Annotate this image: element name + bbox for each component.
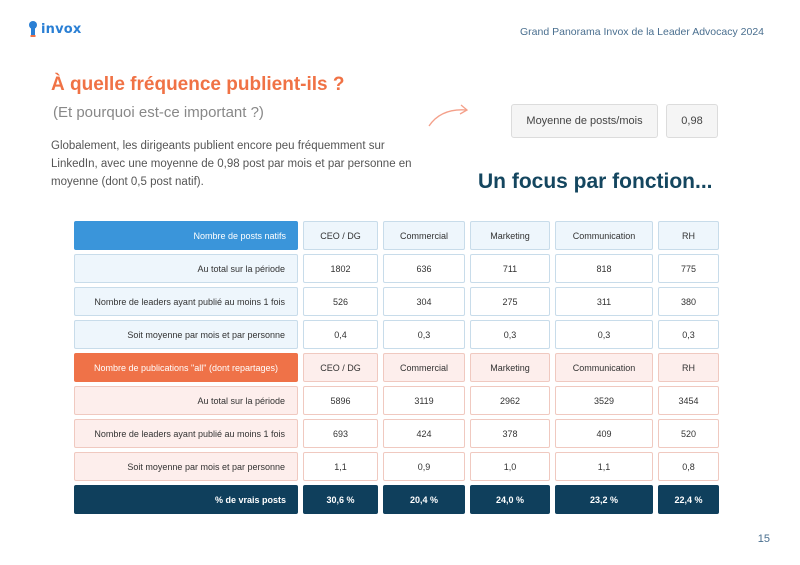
table-cell: 3529 (555, 386, 653, 415)
column-header: Commercial (383, 221, 465, 250)
table-cell: 1,1 (303, 452, 378, 481)
table-cell: 526 (303, 287, 378, 316)
column-header: CEO / DG (303, 353, 378, 382)
table-cell: 636 (383, 254, 465, 283)
table-cell: 775 (658, 254, 719, 283)
column-header: Communication (555, 353, 653, 382)
true-posts-label: % de vrais posts (74, 485, 298, 514)
table-cell: 1802 (303, 254, 378, 283)
curved-arrow-icon (427, 100, 471, 130)
column-header: Marketing (470, 221, 550, 250)
column-header: Marketing (470, 353, 550, 382)
table-cell: 693 (303, 419, 378, 448)
column-header: Commercial (383, 353, 465, 382)
table-cell: 818 (555, 254, 653, 283)
true-posts-cell: 23,2 % (555, 485, 653, 514)
row-label: Au total sur la période (74, 254, 298, 283)
true-posts-cell: 24,0 % (470, 485, 550, 514)
table-cell: 3454 (658, 386, 719, 415)
true-posts-cell: 22,4 % (658, 485, 719, 514)
table-cell: 2962 (470, 386, 550, 415)
column-header: CEO / DG (303, 221, 378, 250)
table-cell: 275 (470, 287, 550, 316)
row-label: Au total sur la période (74, 386, 298, 415)
table-cell: 0,8 (658, 452, 719, 481)
table-cell: 1,1 (555, 452, 653, 481)
row-label: Soit moyenne par mois et par personne (74, 452, 298, 481)
row-label: Nombre de leaders ayant publié au moins 1 fois (74, 419, 298, 448)
table-cell: 5896 (303, 386, 378, 415)
column-header: Communication (555, 221, 653, 250)
all-publications-header: Nombre de publications "all" (dont repartages) (74, 353, 298, 382)
table-cell: 0,3 (470, 320, 550, 349)
page-title: À quelle fréquence publient-ils ? (51, 74, 345, 95)
kpi-label: Moyenne de posts/mois (511, 104, 658, 138)
table-cell: 0,3 (383, 320, 465, 349)
table-cell: 520 (658, 419, 719, 448)
table-cell: 380 (658, 287, 719, 316)
table-cell: 409 (555, 419, 653, 448)
table-cell: 311 (555, 287, 653, 316)
logo-text: invox (41, 21, 82, 37)
table-cell: 424 (383, 419, 465, 448)
table-cell: 3119 (383, 386, 465, 415)
true-posts-cell: 20,4 % (383, 485, 465, 514)
invox-logo (28, 20, 82, 38)
table-cell: 711 (470, 254, 550, 283)
intro-paragraph: Globalement, les dirigeants publient encore peu fréquemment sur LinkedIn, avec une moyenne de 0,98 post par mois et par personne en moyenne (dont 0,5 post natif). (51, 140, 412, 188)
kpi-value: 0,98 (666, 104, 718, 138)
page-subtitle: (Et pourquoi est-ce important ?) (53, 104, 264, 121)
section-title: Un focus par fonction... (478, 170, 713, 193)
table-cell: 0,3 (658, 320, 719, 349)
true-posts-cell: 30,6 % (303, 485, 378, 514)
table-cell: 0,3 (555, 320, 653, 349)
lightbulb-icon (28, 20, 38, 38)
column-header: RH (658, 353, 719, 382)
table-cell: 304 (383, 287, 465, 316)
row-label: Soit moyenne par mois et par personne (74, 320, 298, 349)
page-number: 15 (757, 533, 770, 545)
function-table (74, 221, 719, 514)
column-header: RH (658, 221, 719, 250)
native-posts-header: Nombre de posts natifs (74, 221, 298, 250)
table-cell: 0,4 (303, 320, 378, 349)
report-title: Grand Panorama Invox de la Leader Advocacy 2024 (520, 26, 764, 38)
table-cell: 0,9 (383, 452, 465, 481)
table-cell: 378 (470, 419, 550, 448)
row-label: Nombre de leaders ayant publié au moins 1 fois (74, 287, 298, 316)
table-cell: 1,0 (470, 452, 550, 481)
